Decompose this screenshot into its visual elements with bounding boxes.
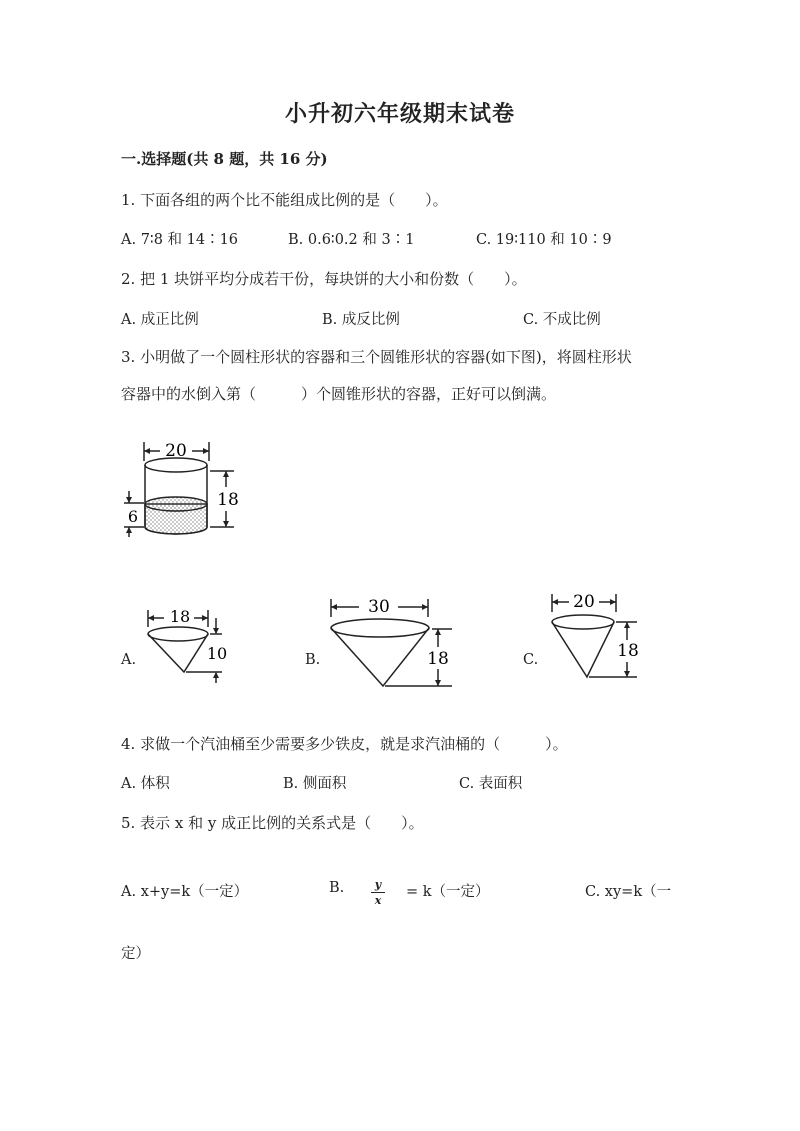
fraction-numerator: y: [374, 878, 382, 891]
question-5-option-b-equation: = k（一定）: [406, 884, 490, 900]
cylinder-water-label: 6: [127, 507, 139, 526]
cone-a-figure: [140, 603, 240, 685]
cone-b-figure: [325, 595, 460, 695]
page-title: 小升初六年级期末试卷: [284, 101, 515, 127]
question-4-text: 4. 求做一个汽油桶至少需要多少铁皮，就是求汽油桶的（ ）。: [121, 735, 568, 753]
cone-c-label: C.: [523, 652, 539, 668]
question-5-option-c-continued: 定）: [121, 946, 150, 962]
cone-b-height-label: 18: [427, 649, 449, 669]
question-5-text: 5. 表示 x 和 y 成正比例的关系式是（ ）。: [121, 814, 424, 832]
cone-a-label: A.: [121, 652, 137, 668]
question-1-text: 1. 下面各组的两个比不能组成比例的是（ ）。: [121, 191, 448, 209]
cone-b-diameter-label: 30: [368, 597, 390, 617]
question-5-option-a: A. x+y=k（一定）: [121, 884, 249, 900]
question-5-option-b-label: B.: [329, 880, 345, 896]
cylinder-height-label: 18: [217, 490, 239, 510]
fraction-denominator: x: [374, 894, 382, 907]
question-2-option-a: A. 成正比例: [121, 312, 199, 328]
cone-b-label: B.: [305, 652, 321, 668]
cone-c-diameter-label: 20: [573, 592, 595, 612]
question-2-text: 2. 把 1 块饼平均分成若干份，每块饼的大小和份数（ ）。: [121, 270, 527, 288]
question-1-option-c: C. 19∶110 和 10∶9: [476, 232, 612, 248]
cone-c-height-label: 18: [617, 641, 639, 661]
cone-c-figure: [545, 590, 645, 685]
question-4-option-c: C. 表面积: [459, 776, 523, 792]
question-5-option-c: C. xy=k（一: [585, 884, 672, 900]
question-2-option-b: B. 成反比例: [322, 312, 400, 328]
question-1-option-a: A. 7∶8 和 14∶16: [121, 232, 239, 248]
cone-a-diameter-label: 18: [169, 607, 191, 626]
question-1-option-b: B. 0.6∶0.2 和 3∶1: [288, 232, 415, 248]
question-3-text-line2: 容器中的水倒入第（ ）个圆锥形状的容器，正好可以倒满。: [121, 385, 557, 403]
question-5-option-b-fraction: [371, 878, 385, 907]
cylinder-figure: [118, 435, 248, 541]
question-4-option-b: B. 侧面积: [283, 776, 347, 792]
question-3-text-line1: 3. 小明做了一个圆柱形状的容器和三个圆锥形状的容器(如下图)，将圆柱形状: [121, 348, 632, 366]
cylinder-diameter-label: 20: [165, 441, 187, 461]
section-heading: 一.选择题(共 8 题，共 16 分): [121, 150, 328, 168]
fraction-bar: [371, 892, 385, 893]
question-2-option-c: C. 不成比例: [523, 312, 601, 328]
cone-a-height-label: 10: [206, 644, 228, 663]
question-4-option-a: A. 体积: [121, 776, 170, 792]
